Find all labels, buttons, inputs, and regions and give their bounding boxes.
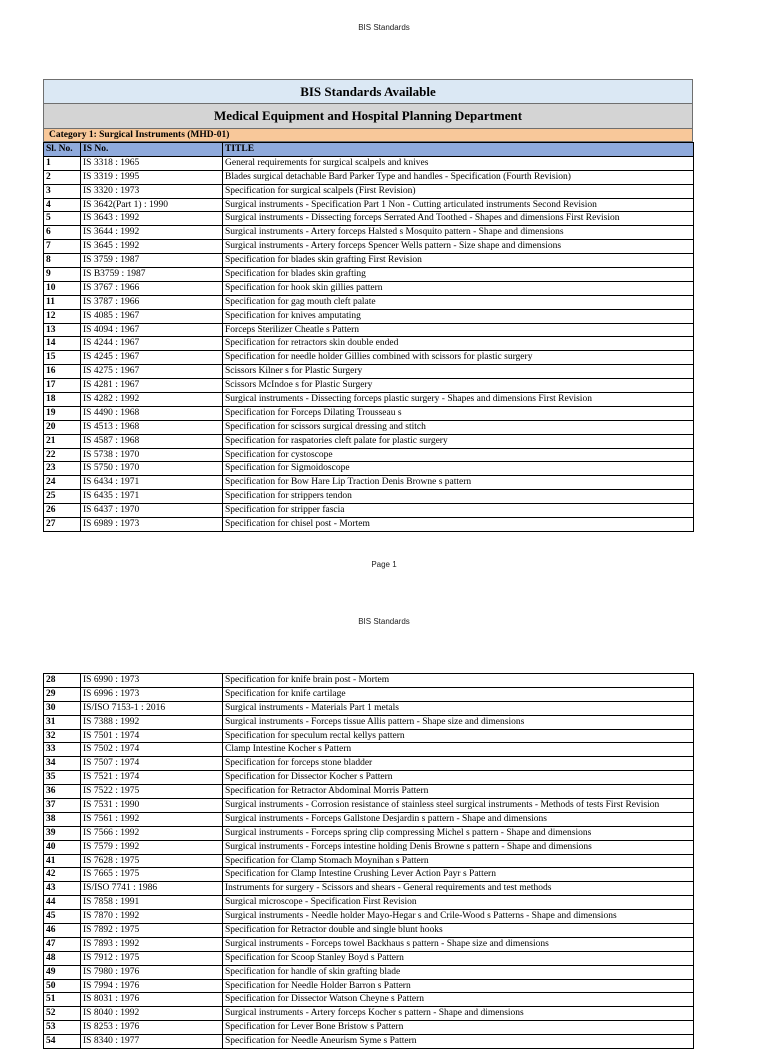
serial-number-cell: 35 bbox=[44, 771, 81, 785]
title-cell: Specification for cystoscope bbox=[223, 448, 694, 462]
is-number-cell: IS 6989 : 1973 bbox=[81, 518, 223, 532]
table-row bbox=[44, 518, 694, 532]
title-cell: Surgical instruments - Forceps intestine holding Denis Browne s pattern - Shape and dimensions bbox=[223, 840, 694, 854]
table-row bbox=[44, 993, 694, 1007]
is-number-cell: IS 8253 : 1976 bbox=[81, 1021, 223, 1035]
serial-number-cell: 16 bbox=[44, 365, 81, 379]
serial-number-cell: 8 bbox=[44, 254, 81, 268]
table-row bbox=[44, 785, 694, 799]
table-row bbox=[44, 379, 694, 393]
serial-number-cell: 4 bbox=[44, 198, 81, 212]
is-number-cell: IS 7521 : 1974 bbox=[81, 771, 223, 785]
department-title: Medical Equipment and Hospital Planning Department bbox=[43, 104, 693, 129]
is-number-cell: IS 7628 : 1975 bbox=[81, 854, 223, 868]
title-cell: Specification for Needle Holder Barron s Pattern bbox=[223, 979, 694, 993]
title-cell: Specification for Scoop Stanley Boyd s Pattern bbox=[223, 951, 694, 965]
serial-number-cell: 3 bbox=[44, 184, 81, 198]
is-number-cell: IS 3318 : 1965 bbox=[81, 156, 223, 170]
is-number-cell: IS 3787 : 1966 bbox=[81, 295, 223, 309]
table-header-row bbox=[44, 143, 694, 157]
table-row bbox=[44, 156, 694, 170]
is-number-cell: IS 7994 : 1976 bbox=[81, 979, 223, 993]
is-number-cell: IS 7892 : 1975 bbox=[81, 924, 223, 938]
is-number-cell: IS 4490 : 1968 bbox=[81, 406, 223, 420]
title-cell: Surgical instruments - Forceps towel Backhaus s pattern - Shape size and dimensions bbox=[223, 937, 694, 951]
table-row bbox=[44, 476, 694, 490]
table-row bbox=[44, 924, 694, 938]
table-row bbox=[44, 240, 694, 254]
table-row bbox=[44, 812, 694, 826]
title-cell: Scissors Kilner s for Plastic Surgery bbox=[223, 365, 694, 379]
title-cell: Specification for strippers tendon bbox=[223, 490, 694, 504]
serial-number-cell: 12 bbox=[44, 309, 81, 323]
serial-number-cell: 6 bbox=[44, 226, 81, 240]
title-cell: Specification for speculum rectal kellys pattern bbox=[223, 729, 694, 743]
serial-number-cell: 25 bbox=[44, 490, 81, 504]
is-number-cell: IS 3645 : 1992 bbox=[81, 240, 223, 254]
is-number-cell: IS 4244 : 1967 bbox=[81, 337, 223, 351]
is-number-cell: IS 7502 : 1974 bbox=[81, 743, 223, 757]
title-cell: Specification for scissors surgical dressing and stitch bbox=[223, 420, 694, 434]
is-number-cell: IS 3642(Part 1) : 1990 bbox=[81, 198, 223, 212]
serial-number-cell: 39 bbox=[44, 826, 81, 840]
title-cell: Specification for forceps stone bladder bbox=[223, 757, 694, 771]
is-number-cell: IS 7561 : 1992 bbox=[81, 812, 223, 826]
table-row bbox=[44, 799, 694, 813]
is-number-cell: IS 3767 : 1966 bbox=[81, 281, 223, 295]
table-row bbox=[44, 309, 694, 323]
is-number-cell: IS 4275 : 1967 bbox=[81, 365, 223, 379]
title-cell: Surgical instruments - Dissecting forceps Serrated And Toothed - Shapes and dimensions First Revision bbox=[223, 212, 694, 226]
title-cell: Specification for Dissector Kocher s Pattern bbox=[223, 771, 694, 785]
table-row bbox=[44, 365, 694, 379]
is-number-cell: IS 3643 : 1992 bbox=[81, 212, 223, 226]
is-number-cell: IS 7665 : 1975 bbox=[81, 868, 223, 882]
is-number-cell: IS 8031 : 1976 bbox=[81, 993, 223, 1007]
is-number-cell: IS 4587 : 1968 bbox=[81, 434, 223, 448]
serial-number-cell: 13 bbox=[44, 323, 81, 337]
title-cell: Blades surgical detachable Bard Parker Type and handles - Specification (Fourth Revision) bbox=[223, 170, 694, 184]
is-number-cell: IS 5738 : 1970 bbox=[81, 448, 223, 462]
title-cell: Specification for knives amputating bbox=[223, 309, 694, 323]
is-number-cell: IS 6435 : 1971 bbox=[81, 490, 223, 504]
is-number-cell: IS 4513 : 1968 bbox=[81, 420, 223, 434]
serial-number-cell: 34 bbox=[44, 757, 81, 771]
title-cell: Specification for Clamp Stomach Moynihan s Pattern bbox=[223, 854, 694, 868]
serial-number-cell: 19 bbox=[44, 406, 81, 420]
table-row bbox=[44, 910, 694, 924]
is-number-cell: IS 7507 : 1974 bbox=[81, 757, 223, 771]
serial-number-cell: 51 bbox=[44, 993, 81, 1007]
title-cell: Specification for Clamp Intestine Crushing Lever Action Payr s Pattern bbox=[223, 868, 694, 882]
table-row bbox=[44, 701, 694, 715]
title-cell: Specification for surgical scalpels (First Revision) bbox=[223, 184, 694, 198]
is-number-cell: IS 7858 : 1991 bbox=[81, 896, 223, 910]
page-number: Page 1 bbox=[371, 560, 397, 569]
title-cell: Clamp Intestine Kocher s Pattern bbox=[223, 743, 694, 757]
table-row bbox=[44, 840, 694, 854]
table-row bbox=[44, 420, 694, 434]
serial-number-cell: 54 bbox=[44, 1035, 81, 1049]
is-number-cell: IS 7579 : 1992 bbox=[81, 840, 223, 854]
serial-number-cell: 43 bbox=[44, 882, 81, 896]
serial-number-cell: 45 bbox=[44, 910, 81, 924]
is-number-cell: IS 6434 : 1971 bbox=[81, 476, 223, 490]
serial-number-cell: 9 bbox=[44, 268, 81, 282]
title-cell: Surgical instruments - Artery forceps Kocher s pattern - Shape and dimensions bbox=[223, 1007, 694, 1021]
is-number-cell: IS 3644 : 1992 bbox=[81, 226, 223, 240]
title-cell: Specification for Retractor Abdominal Morris Pattern bbox=[223, 785, 694, 799]
table-row bbox=[44, 226, 694, 240]
serial-number-cell: 48 bbox=[44, 951, 81, 965]
serial-number-cell: 32 bbox=[44, 729, 81, 743]
is-number-cell: IS 7566 : 1992 bbox=[81, 826, 223, 840]
title-cell: Forceps Sterilizer Cheatle s Pattern bbox=[223, 323, 694, 337]
title-cell: Scissors McIndoe s for Plastic Surgery bbox=[223, 379, 694, 393]
serial-number-cell: 21 bbox=[44, 434, 81, 448]
serial-number-cell: 41 bbox=[44, 854, 81, 868]
table-row bbox=[44, 743, 694, 757]
table-row bbox=[44, 184, 694, 198]
title-cell: Specification for Needle Aneurism Syme s Pattern bbox=[223, 1035, 694, 1049]
table-row bbox=[44, 198, 694, 212]
table-row bbox=[44, 868, 694, 882]
title-cell: Specification for blades skin grafting First Revision bbox=[223, 254, 694, 268]
title-cell: Surgical instruments - Dissecting forceps plastic surgery - Shapes and dimensions First Revision bbox=[223, 393, 694, 407]
page-1-header: BIS Standards bbox=[358, 23, 410, 32]
serial-number-cell: 14 bbox=[44, 337, 81, 351]
is-number-cell: IS 7388 : 1992 bbox=[81, 715, 223, 729]
title-cell: Specification for Lever Bone Bristow s Pattern bbox=[223, 1021, 694, 1035]
page-2-header: BIS Standards bbox=[358, 617, 410, 626]
table-row bbox=[44, 406, 694, 420]
serial-number-cell: 47 bbox=[44, 937, 81, 951]
serial-number-cell: 36 bbox=[44, 785, 81, 799]
is-number-cell: IS 6990 : 1973 bbox=[81, 674, 223, 688]
table-row bbox=[44, 393, 694, 407]
serial-number-cell: 24 bbox=[44, 476, 81, 490]
column-header-sl-no: Sl. No. bbox=[44, 143, 81, 157]
title-cell: Specification for raspatories cleft palate for plastic surgery bbox=[223, 434, 694, 448]
serial-number-cell: 10 bbox=[44, 281, 81, 295]
is-number-cell: IS B3759 : 1987 bbox=[81, 268, 223, 282]
table-row bbox=[44, 896, 694, 910]
table-row bbox=[44, 951, 694, 965]
title-cell: Surgical instruments - Specification Part 1 Non - Cutting articulated instruments Second Revision bbox=[223, 198, 694, 212]
table-row bbox=[44, 323, 694, 337]
title-cell: Specification for needle holder Gillies combined with scissors for plastic surgery bbox=[223, 351, 694, 365]
table-row bbox=[44, 937, 694, 951]
title-cell: Surgical microscope - Specification First Revision bbox=[223, 896, 694, 910]
serial-number-cell: 29 bbox=[44, 687, 81, 701]
table-row bbox=[44, 490, 694, 504]
table-row bbox=[44, 979, 694, 993]
table-row bbox=[44, 434, 694, 448]
is-number-cell: IS 4281 : 1967 bbox=[81, 379, 223, 393]
title-cell: Specification for knife brain post - Mortem bbox=[223, 674, 694, 688]
serial-number-cell: 18 bbox=[44, 393, 81, 407]
title-cell: Surgical instruments - Forceps spring clip compressing Michel s pattern - Shape and dimensions bbox=[223, 826, 694, 840]
table-row bbox=[44, 462, 694, 476]
is-number-cell: IS 5750 : 1970 bbox=[81, 462, 223, 476]
title-cell: Specification for stripper fascia bbox=[223, 504, 694, 518]
title-cell: Specification for handle of skin grafting blade bbox=[223, 965, 694, 979]
table-row bbox=[44, 854, 694, 868]
serial-number-cell: 52 bbox=[44, 1007, 81, 1021]
title-cell: Specification for knife cartilage bbox=[223, 687, 694, 701]
is-number-cell: IS 3319 : 1995 bbox=[81, 170, 223, 184]
serial-number-cell: 27 bbox=[44, 518, 81, 532]
table-row bbox=[44, 212, 694, 226]
category-heading: Category 1: Surgical Instruments (MHD-01) bbox=[43, 129, 693, 142]
table-row bbox=[44, 729, 694, 743]
table-row bbox=[44, 771, 694, 785]
document-title: BIS Standards Available bbox=[43, 79, 693, 104]
serial-number-cell: 46 bbox=[44, 924, 81, 938]
serial-number-cell: 33 bbox=[44, 743, 81, 757]
serial-number-cell: 49 bbox=[44, 965, 81, 979]
title-cell: Specification for retractors skin double ended bbox=[223, 337, 694, 351]
title-cell: Instruments for surgery - Scissors and shears - General requirements and test methods bbox=[223, 882, 694, 896]
table-row bbox=[44, 1007, 694, 1021]
serial-number-cell: 37 bbox=[44, 799, 81, 813]
table-row bbox=[44, 170, 694, 184]
title-cell: Specification for hook skin gillies pattern bbox=[223, 281, 694, 295]
serial-number-cell: 7 bbox=[44, 240, 81, 254]
title-cell: Surgical instruments - Artery forceps Spencer Wells pattern - Size shape and dimensions bbox=[223, 240, 694, 254]
table-row bbox=[44, 1035, 694, 1049]
serial-number-cell: 20 bbox=[44, 420, 81, 434]
is-number-cell: IS 7893 : 1992 bbox=[81, 937, 223, 951]
table-row bbox=[44, 715, 694, 729]
table-row bbox=[44, 268, 694, 282]
standards-table-page-1 bbox=[43, 142, 694, 532]
title-cell: General requirements for surgical scalpels and knives bbox=[223, 156, 694, 170]
is-number-cell: IS 4245 : 1967 bbox=[81, 351, 223, 365]
serial-number-cell: 53 bbox=[44, 1021, 81, 1035]
title-cell: Specification for Bow Hare Lip Traction Denis Browne s pattern bbox=[223, 476, 694, 490]
title-cell: Surgical instruments - Corrosion resistance of stainless steel surgical instruments - Methods of tests First Revision bbox=[223, 799, 694, 813]
table-row bbox=[44, 281, 694, 295]
table-row bbox=[44, 687, 694, 701]
table-row bbox=[44, 965, 694, 979]
serial-number-cell: 15 bbox=[44, 351, 81, 365]
table-row bbox=[44, 757, 694, 771]
serial-number-cell: 23 bbox=[44, 462, 81, 476]
title-cell: Surgical instruments - Artery forceps Halsted s Mosquito pattern - Shape and dimensions bbox=[223, 226, 694, 240]
serial-number-cell: 50 bbox=[44, 979, 81, 993]
is-number-cell: IS 6437 : 1970 bbox=[81, 504, 223, 518]
standards-table-page-2 bbox=[43, 673, 694, 1049]
is-number-cell: IS 4085 : 1967 bbox=[81, 309, 223, 323]
serial-number-cell: 28 bbox=[44, 674, 81, 688]
title-cell: Surgical instruments - Needle holder Mayo-Hegar s and Crile-Wood s Patterns - Shape and dimensions bbox=[223, 910, 694, 924]
table-row bbox=[44, 448, 694, 462]
serial-number-cell: 11 bbox=[44, 295, 81, 309]
is-number-cell: IS 4282 : 1992 bbox=[81, 393, 223, 407]
title-cell: Specification for chisel post - Mortem bbox=[223, 518, 694, 532]
table-row bbox=[44, 826, 694, 840]
is-number-cell: IS 7501 : 1974 bbox=[81, 729, 223, 743]
is-number-cell: IS 8340 : 1977 bbox=[81, 1035, 223, 1049]
serial-number-cell: 38 bbox=[44, 812, 81, 826]
serial-number-cell: 26 bbox=[44, 504, 81, 518]
table-row bbox=[44, 504, 694, 518]
is-number-cell: IS 3759 : 1987 bbox=[81, 254, 223, 268]
table-row bbox=[44, 674, 694, 688]
serial-number-cell: 5 bbox=[44, 212, 81, 226]
title-cell: Specification for gag mouth cleft palate bbox=[223, 295, 694, 309]
serial-number-cell: 22 bbox=[44, 448, 81, 462]
serial-number-cell: 2 bbox=[44, 170, 81, 184]
table-row bbox=[44, 337, 694, 351]
is-number-cell: IS 7980 : 1976 bbox=[81, 965, 223, 979]
is-number-cell: IS 7522 : 1975 bbox=[81, 785, 223, 799]
is-number-cell: IS 3320 : 1973 bbox=[81, 184, 223, 198]
is-number-cell: IS 8040 : 1992 bbox=[81, 1007, 223, 1021]
table-row bbox=[44, 882, 694, 896]
table-row bbox=[44, 351, 694, 365]
title-cell: Surgical instruments - Forceps Gallstone Desjardin s pattern - Shape and dimensions bbox=[223, 812, 694, 826]
title-cell: Surgical instruments - Materials Part 1 metals bbox=[223, 701, 694, 715]
serial-number-cell: 30 bbox=[44, 701, 81, 715]
title-cell: Specification for Dissector Watson Cheyne s Pattern bbox=[223, 993, 694, 1007]
is-number-cell: IS/ISO 7741 : 1986 bbox=[81, 882, 223, 896]
title-cell: Specification for Forceps Dilating Trousseau s bbox=[223, 406, 694, 420]
is-number-cell: IS 4094 : 1967 bbox=[81, 323, 223, 337]
title-cell: Surgical instruments - Forceps tissue Allis pattern - Shape size and dimensions bbox=[223, 715, 694, 729]
column-header-title: TITLE bbox=[223, 143, 694, 157]
serial-number-cell: 44 bbox=[44, 896, 81, 910]
is-number-cell: IS 6996 : 1973 bbox=[81, 687, 223, 701]
serial-number-cell: 1 bbox=[44, 156, 81, 170]
table-row bbox=[44, 254, 694, 268]
is-number-cell: IS 7912 : 1975 bbox=[81, 951, 223, 965]
title-cell: Specification for Sigmoidoscope bbox=[223, 462, 694, 476]
serial-number-cell: 31 bbox=[44, 715, 81, 729]
serial-number-cell: 42 bbox=[44, 868, 81, 882]
serial-number-cell: 17 bbox=[44, 379, 81, 393]
table-row bbox=[44, 295, 694, 309]
serial-number-cell: 40 bbox=[44, 840, 81, 854]
column-header-is-no: IS No. bbox=[81, 143, 223, 157]
title-cell: Specification for Retractor double and single blunt hooks bbox=[223, 924, 694, 938]
is-number-cell: IS 7870 : 1992 bbox=[81, 910, 223, 924]
table-row bbox=[44, 1021, 694, 1035]
is-number-cell: IS 7531 : 1990 bbox=[81, 799, 223, 813]
title-cell: Specification for blades skin grafting bbox=[223, 268, 694, 282]
is-number-cell: IS/ISO 7153-1 : 2016 bbox=[81, 701, 223, 715]
